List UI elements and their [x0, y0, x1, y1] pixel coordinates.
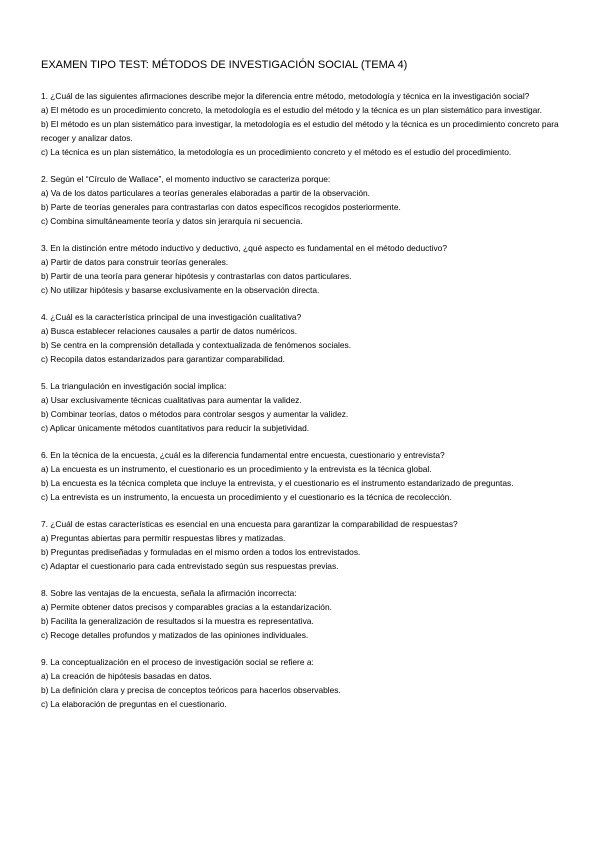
option-c: c) Adaptar el cuestionario para cada entrevistado según sus respuestas previas.	[41, 561, 339, 571]
question-8	[41, 586, 561, 642]
option-a: a) La creación de hipótesis basadas en datos.	[41, 671, 212, 681]
option-a: a) Permite obtener datos precisos y comparables gracias a la estandarización.	[41, 602, 332, 612]
question-6	[41, 448, 561, 504]
option-b: b) Facilita la generalización de resultados si la muestra es representativa.	[41, 616, 314, 626]
question-5	[41, 379, 561, 435]
option-a: a) Busca establecer relaciones causales a partir de datos numéricos.	[41, 326, 298, 336]
question-text: 6. En la técnica de la encuesta, ¿cuál es la diferencia fundamental entre encuesta, cuestionario y entrevista?	[41, 450, 445, 460]
option-c: c) Recoge detalles profundos y matizados de las opiniones individuales.	[41, 630, 309, 640]
question-4	[41, 310, 561, 366]
option-b: b) Se centra en la comprensión detallada y contextualizada de fenómenos sociales.	[41, 340, 352, 350]
exam-document	[41, 58, 561, 724]
option-a: a) La encuesta es un instrumento, el cuestionario es un procedimiento y la entrevista es la técnica global.	[41, 464, 432, 474]
option-a: a) El método es un procedimiento concreto, la metodología es el estudio del método y la técnica es un plan sistemático para investigar.	[41, 105, 542, 115]
option-c: c) No utilizar hipótesis y basarse exclusivamente en la observación directa.	[41, 285, 320, 295]
question-1	[41, 89, 561, 159]
option-c: c) Recopila datos estandarizados para garantizar comparabilidad.	[41, 354, 285, 364]
question-text: 2. Según el “Círculo de Wallace”, el momento inductivo se caracteriza porque:	[41, 174, 331, 184]
question-3	[41, 241, 561, 297]
option-c: c) La elaboración de preguntas en el cuestionario.	[41, 699, 227, 709]
option-b: b) Parte de teorías generales para contrastarlas con datos específicos recogidos posteriormente.	[41, 202, 401, 212]
question-9	[41, 655, 561, 711]
option-b: b) La definición clara y precisa de conceptos teóricos para hacerlos observables.	[41, 685, 341, 695]
option-a: a) Partir de datos para construir teorías generales.	[41, 257, 229, 267]
option-c: c) Aplicar únicamente métodos cuantitativos para reducir la subjetividad.	[41, 423, 310, 433]
option-b: b) Preguntas prediseñadas y formuladas en el mismo orden a todos los entrevistados.	[41, 547, 361, 557]
question-2	[41, 172, 561, 228]
option-a: a) Usar exclusivamente técnicas cualitativas para aumentar la validez.	[41, 395, 302, 405]
option-a: a) Preguntas abiertas para permitir respuestas libres y matizadas.	[41, 533, 286, 543]
option-a: a) Va de los datos particulares a teorías generales elaboradas a partir de la observación.	[41, 188, 370, 198]
page-title: EXAMEN TIPO TEST: MÉTODOS DE INVESTIGACIÓN SOCIAL (TEMA 4)	[41, 59, 408, 71]
option-c: c) La técnica es un plan sistemático, la metodología es un procedimiento concreto y el método es el estudio del procedimiento.	[41, 147, 512, 157]
question-text: 1. ¿Cuál de las siguientes afirmaciones describe mejor la diferencia entre método, metodología y técnica en la investigación social?	[41, 91, 530, 101]
option-b: b) La encuesta es la técnica completa que incluye la entrevista, y el cuestionario es el instrumento estandarizado de preguntas.	[41, 478, 514, 488]
question-text: 7. ¿Cuál de estas características es esencial en una encuesta para garantizar la comparabilidad de respuestas?	[41, 519, 458, 529]
option-c: c) Combina simultáneamente teoría y datos sin jerarquía ni secuencia.	[41, 216, 303, 226]
question-7	[41, 517, 561, 573]
option-b: b) Combinar teorías, datos o métodos para controlar sesgos y aumentar la validez.	[41, 409, 349, 419]
question-text: 4. ¿Cuál es la característica principal de una investigación cualitativa?	[41, 312, 302, 322]
option-c: c) La entrevista es un instrumento, la encuesta un procedimiento y el cuestionario es la técnica de recolección.	[41, 492, 452, 502]
question-text: 3. En la distinción entre método inductivo y deductivo, ¿qué aspecto es fundamental en el método deductivo?	[41, 243, 447, 253]
question-text: 9. La conceptualización en el proceso de investigación social se refiere a:	[41, 657, 314, 667]
question-text: 8. Sobre las ventajas de la encuesta, señala la afirmación incorrecta:	[41, 588, 297, 598]
option-b: b) Partir de una teoría para generar hipótesis y contrastarlas con datos particulares.	[41, 271, 352, 281]
question-text: 5. La triangulación en investigación social implica:	[41, 381, 227, 391]
option-b: b) El método es un plan sistemático para investigar, la metodología es el estudio del método y la técnica es un procedimiento concreto para recoger y analizar datos.	[41, 119, 559, 143]
